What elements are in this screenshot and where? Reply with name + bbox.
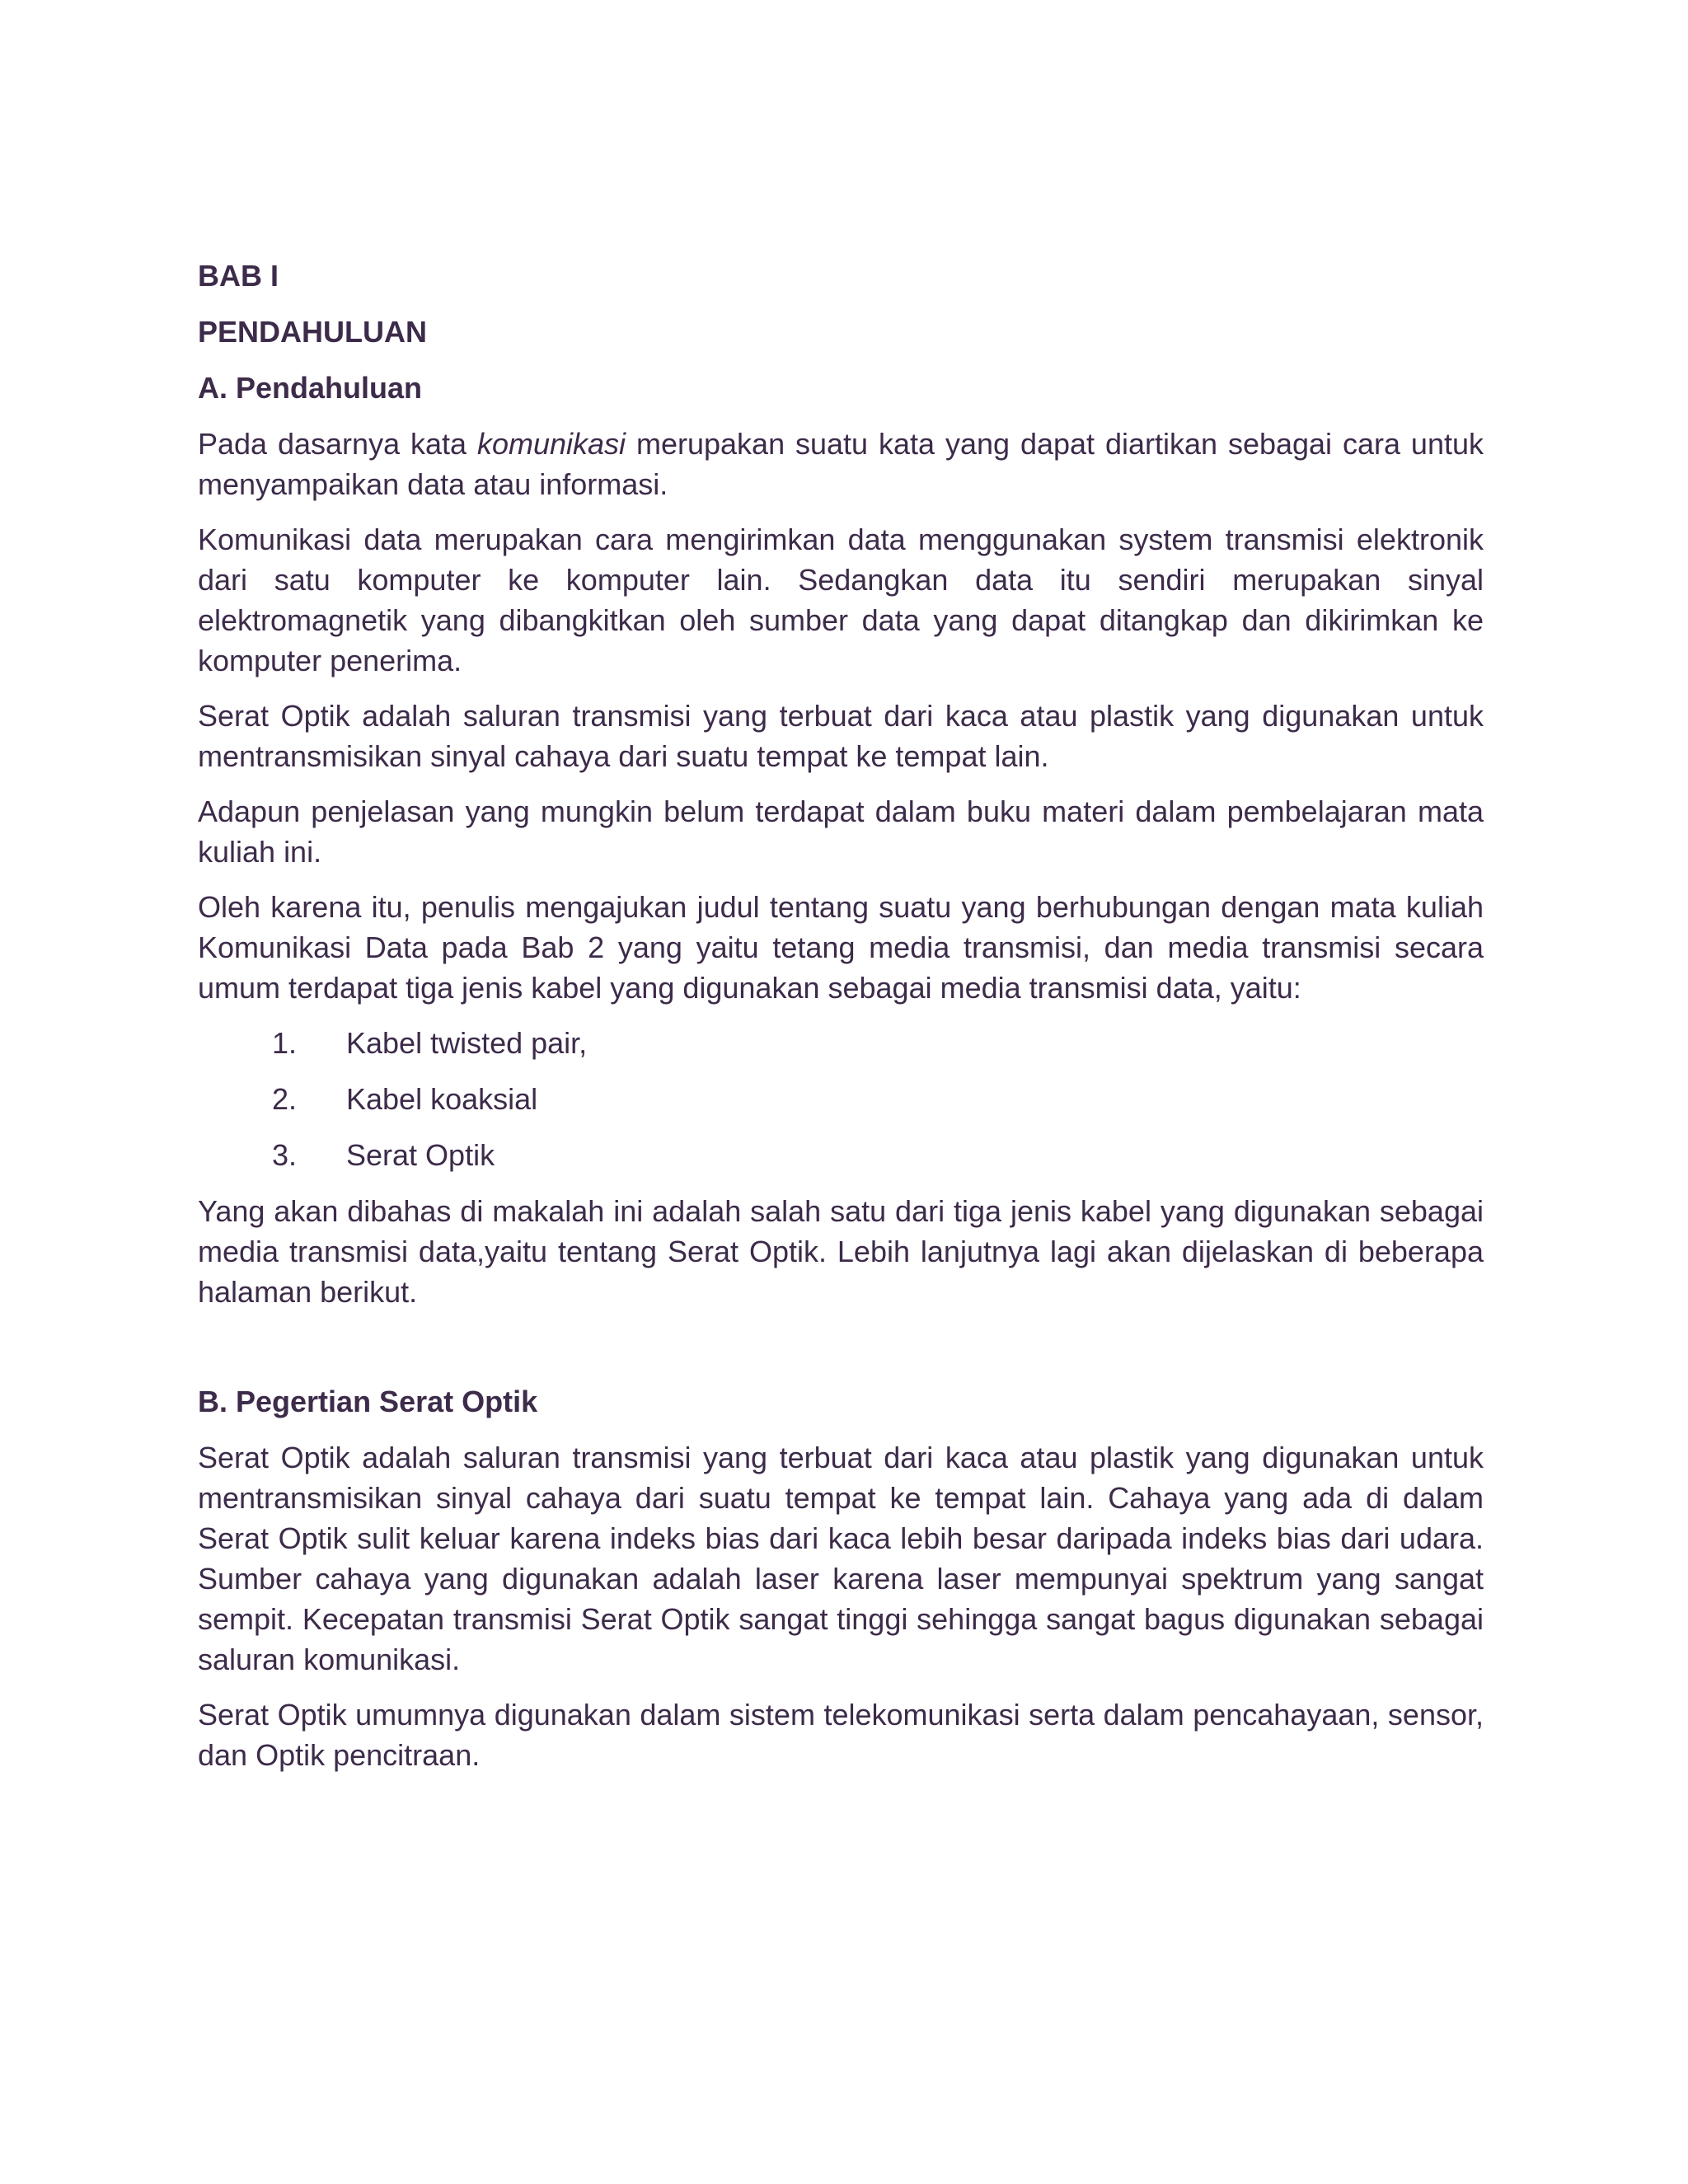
list-item <box>198 1135 1484 1175</box>
p1-italic-term: komunikasi <box>476 427 626 461</box>
section-a-paragraph-4: Adapun penjelasan yang mungkin belum terdapat dalam buku materi dalam pembelajaran mata kuliah ini. <box>198 794 1484 869</box>
section-b-paragraph-1: Serat Optik adalah saluran transmisi yang terbuat dari kaca atau plastik yang digunakan untuk mentransmisikan sinyal cahaya dari suatu tempat ke tempat lain. Cahaya yang ada di dalam Serat Optik sulit keluar karena indeks bias dari kaca lebih besar daripada indeks bias dari udara. Sumber cahaya yang digunakan adalah laser karena laser mempunyai spektrum yang sangat sempit. Kecepatan transmisi Serat Optik sangat tinggi sehingga sangat bagus digunakan sebagai saluran komunikasi. <box>198 1441 1484 1676</box>
section-a-paragraph-1 <box>198 424 1484 504</box>
list-item-text: Serat Optik <box>346 1138 495 1172</box>
section-a-paragraph-2: Komunikasi data merupakan cara mengirimkan data menggunakan system transmisi elektronik dari satu komputer ke komputer lain. Sedangkan data itu sendiri merupakan sinyal elektromagnetik yang dibangkitkan oleh sumber data yang dapat ditangkap dan dikirimkan ke komputer penerima. <box>198 523 1484 677</box>
list-item-number: 1. <box>271 1026 297 1060</box>
chapter-title: PENDAHULUAN <box>198 315 427 349</box>
document-page <box>198 255 1484 1790</box>
p1-after: merupakan suatu kata yang dapat diartikan sebagai cara untuk menyampaikan data atau informasi. <box>198 427 1484 501</box>
section-b-title: B. Pegertian Serat Optik <box>198 1385 538 1418</box>
list-item-text: Kabel koaksial <box>346 1082 538 1116</box>
list-item <box>198 1023 1484 1063</box>
chapter-number: BAB I <box>198 259 279 293</box>
p1-before: Pada dasarnya kata <box>198 427 477 461</box>
list-item-number: 3. <box>271 1138 297 1172</box>
section-spacer <box>198 1327 1484 1381</box>
cable-type-list <box>198 1023 1484 1175</box>
section-a-paragraph-5: Oleh karena itu, penulis mengajukan judul tentang suatu yang berhubungan dengan mata kuliah Komunikasi Data pada Bab 2 yang yaitu tetang media transmisi, dan media transmisi secara umum terdapat tiga jenis kabel yang digunakan sebagai media transmisi data, yaitu: <box>198 890 1484 1005</box>
section-b-paragraph-2: Serat Optik umumnya digunakan dalam sistem telekomunikasi serta dalam pencahayaan, sensor, dan Optik pencitraan. <box>198 1698 1484 1772</box>
list-item-text: Kabel twisted pair, <box>346 1026 588 1060</box>
section-a-title: A. Pendahuluan <box>198 371 423 405</box>
section-a-paragraph-6: Yang akan dibahas di makalah ini adalah salah satu dari tiga jenis kabel yang digunakan sebagai media transmisi data,yaitu tentang Serat Optik. Lebih lanjutnya lagi akan dijelaskan di beberapa halaman berikut. <box>198 1194 1484 1309</box>
section-a-paragraph-3: Serat Optik adalah saluran transmisi yang terbuat dari kaca atau plastik yang digunakan untuk mentransmisikan sinyal cahaya dari suatu tempat ke tempat lain. <box>198 699 1484 773</box>
list-item-number: 2. <box>271 1082 297 1116</box>
list-item <box>198 1079 1484 1119</box>
